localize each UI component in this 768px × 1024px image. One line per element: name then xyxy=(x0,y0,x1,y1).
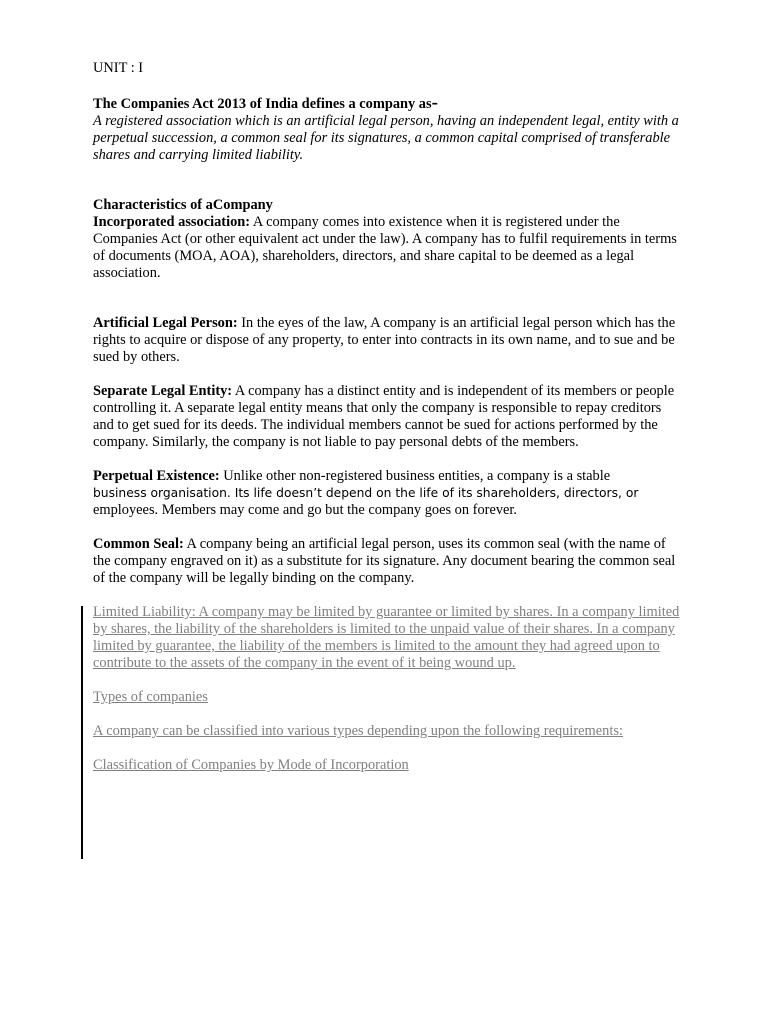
term-seal: Common Seal: xyxy=(93,536,184,552)
characteristics-title: Characteristics of aCompany xyxy=(93,197,273,213)
text-seal: A company being an artificial legal person, uses its common seal (with the name of the company engraved on it) as a substitute for its signature. Any document bearing the common seal of the company will be legally binding on the company. xyxy=(93,536,676,586)
document-page xyxy=(93,60,683,791)
unit-heading: UNIT : I xyxy=(93,60,144,76)
definition-body: A registered association which is an artificial legal person, having an independent legal, entity with a perpetual succession, a common seal for its signatures, a common capital comprised of transferable shares and carrying limited liability. xyxy=(93,113,679,163)
tracked-limited-liability: Limited Liability: A company may be limited by guarantee or limited by shares. In a company limited by shares, the liability of the shareholders is limited to the unpaid value of their shares. In a company limited by guarantee, the liability of the members is limited to the amount they had agreed upon to contribute to the assets of the company in the event of it being wound up. xyxy=(93,604,680,671)
section-artificial xyxy=(93,315,683,366)
section-seal xyxy=(93,536,683,587)
section-incorporated xyxy=(93,214,683,282)
term-artificial: Artificial Legal Person: xyxy=(93,315,238,331)
tracked-classified: A company can be classified into various types depending upon the following requirements: xyxy=(93,723,623,739)
term-incorporated: Incorporated association: xyxy=(93,214,251,230)
definition-title xyxy=(93,94,683,113)
text-perpetual-a: Unlike other non-registered business entities, a company is a stable xyxy=(219,468,611,484)
section-separate xyxy=(93,383,683,451)
text-perpetual-b: business organisation. Its life doesn’t depend on the life of its shareholders, directors, or xyxy=(93,486,639,500)
term-perpetual: Perpetual Existence: xyxy=(93,468,220,484)
change-bar xyxy=(81,606,83,859)
tracked-mode: Classification of Companies by Mode of Incorporation xyxy=(93,757,409,773)
tracked-types: Types of companies xyxy=(93,689,208,705)
term-separate: Separate Legal Entity: xyxy=(93,383,233,399)
text-separate: A company has a distinct entity and is independent of its members or people controlling it. A separate legal entity means that only the company is responsible to repay creditors and to get sued for its deeds. The individual members cannot be sued for actions performed by the company. Similarly, the company is not liable to pay personal debts of the members. xyxy=(93,383,675,450)
section-perpetual xyxy=(93,468,683,519)
text-perpetual-c: employees. Members may come and go but the company goes on forever. xyxy=(93,502,518,518)
text-incorporated: A company comes into existence when it is registered under the Companies Act (or other equivalent act under the law). A company has to fulfil requirements in terms of documents (MOA, AOA), shareholders, directors, and share capital to be deemed as a legal association. xyxy=(93,214,677,281)
definition-title-text: The Companies Act 2013 of India defines a company as xyxy=(93,96,432,112)
definition-dash: - xyxy=(431,92,438,113)
text-artificial: In the eyes of the law, A company is an artificial legal person which has the rights to acquire or dispose of any property, to enter into contracts in its own name, and to sue and be sued by others. xyxy=(93,315,676,365)
